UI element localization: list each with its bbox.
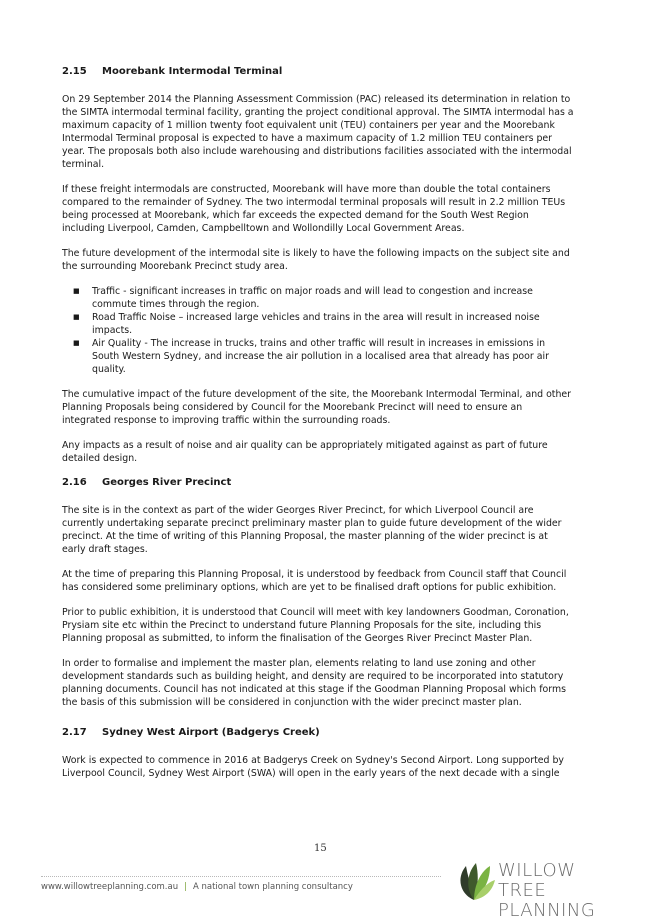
list-item: ■ Road Traffic Noise – increased large vehicles and trains in the area will result in increased noise impacts. <box>73 312 540 336</box>
website-link[interactable]: www.willowtreeplanning.com.au <box>41 882 179 892</box>
paragraph: At the time of preparing this Planning Proposal, it is understood by feedback from Council staff that Council has considered some preliminary options, which are yet to be finalised draft options for public exhibition. <box>62 569 567 593</box>
paragraph: In order to formalise and implement the master plan, elements relating to land use zoning and other development standards such as building height, and density are required to be incorporated into statutory planning documents. Council has not indicated at this stage if the Goodman Planning Proposal which forms the basis of this submission will be considered in conjunction with the wider precinct master plan. <box>62 658 566 708</box>
list-item: ■ Air Quality - The increase in trucks, trains and other traffic will result in increases in emissions in South Western Sydney, and increase the air pollution in a localised area that already has poor air quality. <box>73 338 549 375</box>
section-heading-2-17 <box>62 727 574 739</box>
paragraph: If these freight intermodals are constructed, Moorebank will have more than double the total containers compared to the remainder of Sydney. The two intermodal terminal proposals will result in 2.2 million TEUs being processed at Moorebank, which far exceeds the expected demand for the South West Region including Liverpool, Camden, Campbelltown and Wollondilly Local Government Areas. <box>62 184 566 234</box>
paragraph: Work is expected to commence in 2016 at Badgerys Creek on Sydney's Second Airport. Long supported by Liverpool Council, Sydney West Airport (SWA) will open in the early years of the next decade with a single <box>62 755 564 779</box>
logo-wordmark: WILLOW TREE PLANNING <box>498 860 596 921</box>
footer-divider <box>41 876 441 877</box>
paragraph: Any impacts as a result of noise and air quality can be appropriately mitigated against as part of future detailed design. <box>62 440 548 464</box>
section-title: Georges River Precinct <box>102 477 232 488</box>
section-number: 2.17 <box>62 727 87 738</box>
paragraph: Prior to public exhibition, it is understood that Council will meet with key landowners Goodman, Coronation, Prysiam site etc within the Precinct to understand future Planning Proposals for the site, including this Planning proposal as submitted, to inform the finalisation of the Georges River Precinct Master Plan. <box>62 607 569 644</box>
section-title: Sydney West Airport (Badgerys Creek) <box>102 727 320 738</box>
footer-text <box>41 882 353 892</box>
bullet-icon: ■ <box>73 287 80 295</box>
leaf-icon <box>452 860 496 904</box>
bullet-icon: ■ <box>73 339 80 347</box>
list-item: ■ Traffic - significant increases in traffic on major roads and will lead to congestion and increase commute times through the region. <box>73 286 533 310</box>
footer-separator: | <box>184 882 187 892</box>
paragraph: On 29 September 2014 the Planning Assessment Commission (PAC) released its determination in relation to the SIMTA intermodal terminal facility, granting the project conditional approval. The SIMTA intermodal has a maximum capacity of 1 million twenty foot equivalent unit (TEU) containers per year and the Moorebank Intermodal Terminal proposal is expected to have a maximum capacity of 1.2 million TEU containers per year. The proposals both also include warehousing and distributions facilities associated with the intermodal terminal. <box>62 94 574 170</box>
section-number: 2.15 <box>62 66 87 77</box>
section-title: Moorebank Intermodal Terminal <box>102 66 283 77</box>
section-number: 2.16 <box>62 477 87 488</box>
page-number: 15 <box>314 843 327 854</box>
footer-tagline: A national town planning consultancy <box>192 882 353 892</box>
section-heading-2-15 <box>62 66 574 78</box>
paragraph: The site is in the context as part of the wider Georges River Precinct, for which Liverpool Council are currently undertaking separate precinct preliminary master plan to guide future development of the wider precinct. At the time of writing of this Planning Proposal, the master planning of the wider precinct is at early draft stages. <box>62 505 562 555</box>
bullet-icon: ■ <box>73 313 80 321</box>
paragraph: The cumulative impact of the future development of the site, the Moorebank Intermodal Terminal, and other Planning Proposals being considered by Council for the Moorebank Precinct will need to ensure an integrated response to improving traffic within the surrounding roads. <box>62 389 572 426</box>
document-body <box>62 66 574 792</box>
impact-list <box>62 285 574 376</box>
willow-tree-planning-logo <box>452 860 622 921</box>
paragraph: The future development of the intermodal site is likely to have the following impacts on the subject site and the surrounding Moorebank Precinct study area. <box>62 248 570 272</box>
section-heading-2-16 <box>62 477 574 489</box>
